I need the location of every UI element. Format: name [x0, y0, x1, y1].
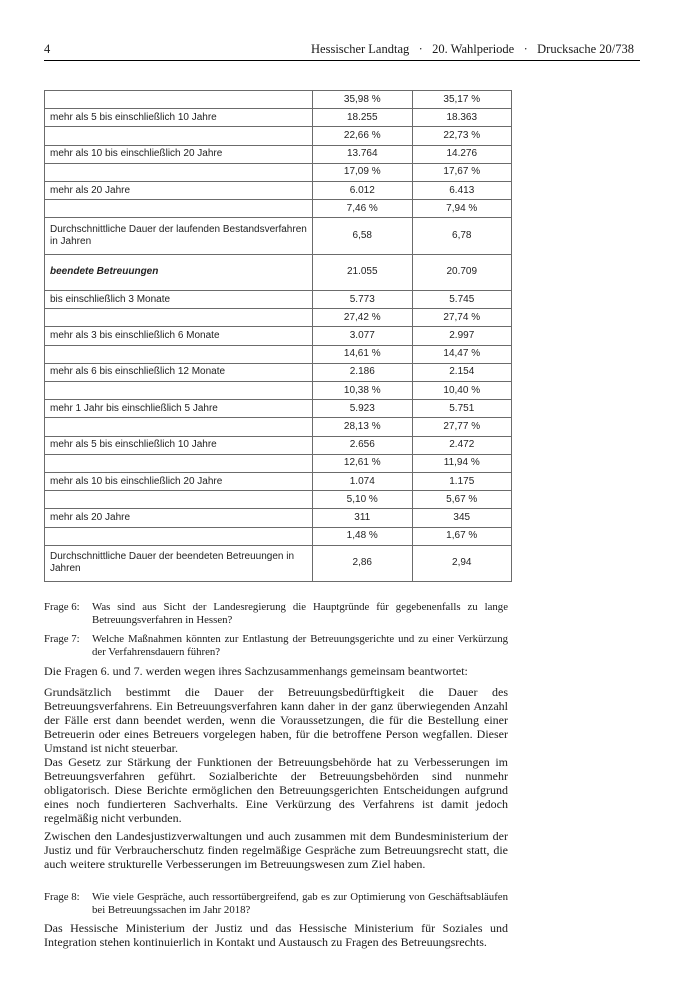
answer-paragraph: Das Gesetz zur Stärkung der Funktionen der Betreuungsbehörde hat zu Verbesserungen im Betreuungsverfahren geführt. Sozialberichte der Betreuungsbehörden sind nunmehr obligatorisch. Diese Berichte ermöglichen den Betreuungsgerichten Entscheidungen aufgrund eines noch fundierteren Sachverhalts. Eine Verkürzung des Verfahrens ist damit jedoch regelmäßig nicht verbunden.	[44, 755, 508, 825]
row-label: Durchschnittliche Dauer der laufenden Bestandsverfahren in Jahren	[45, 218, 313, 254]
row-label	[45, 382, 313, 400]
value-cell-1: 17,09 %	[313, 163, 413, 181]
row-label: mehr als 10 bis einschließlich 20 Jahre	[45, 472, 313, 490]
row-label: mehr als 10 bis einschließlich 20 Jahre	[45, 145, 313, 163]
table-row	[45, 200, 512, 218]
value-cell-2: 22,73 %	[412, 127, 512, 145]
question-text: Was sind aus Sicht der Landesregierung die Hauptgründe für gegebenenfalls zu lange Betreuungsverfahren in Hessen?	[92, 601, 508, 626]
value-cell-2: 2.997	[412, 327, 512, 345]
row-label: mehr als 5 bis einschließlich 10 Jahre	[45, 109, 313, 127]
row-label	[45, 309, 313, 327]
value-cell-1: 311	[313, 509, 413, 527]
value-cell-1: 10,38 %	[313, 382, 413, 400]
row-label: mehr 1 Jahr bis einschließlich 5 Jahre	[45, 400, 313, 418]
row-label	[45, 163, 313, 181]
row-label: mehr als 20 Jahre	[45, 509, 313, 527]
value-cell-1: 13.764	[313, 145, 413, 163]
value-cell-1: 27,42 %	[313, 309, 413, 327]
table-row	[45, 163, 512, 181]
value-cell-2: 27,74 %	[412, 309, 512, 327]
question-label: Frage 7:	[44, 633, 80, 645]
value-cell-1: 35,98 %	[313, 91, 413, 109]
table-row	[45, 291, 512, 309]
value-cell-1: 18.255	[313, 109, 413, 127]
table-row	[45, 363, 512, 381]
row-label	[45, 491, 313, 509]
page-header	[44, 40, 640, 61]
value-cell-2: 14.276	[412, 145, 512, 163]
value-cell-2: 7,94 %	[412, 200, 512, 218]
value-cell-1: 5.923	[313, 400, 413, 418]
value-cell-2: 2.154	[412, 363, 512, 381]
table-row	[45, 400, 512, 418]
row-label	[45, 200, 313, 218]
table-row	[45, 109, 512, 127]
value-cell-2: 6,78	[412, 218, 512, 254]
answer-paragraph: Zwischen den Landesjustizverwaltungen und auch zusammen mit dem Bundesministerium der Justiz und für Verbraucherschutz finden regelmäßige Gespräche zum Betreuungsrecht statt, die auch weitere strukturelle Verbesserungen im Betreuungswesen zum Ziel haben.	[44, 829, 508, 871]
value-cell-1: 1,48 %	[313, 527, 413, 545]
page-number: 4	[44, 42, 51, 56]
row-label	[45, 345, 313, 363]
value-cell-2: 1.175	[412, 472, 512, 490]
question-8	[44, 891, 508, 916]
value-cell-2: 20.709	[412, 254, 512, 290]
value-cell-2: 14,47 %	[412, 345, 512, 363]
question-label: Frage 8:	[44, 891, 80, 903]
answer-paragraph: Grundsätzlich bestimmt die Dauer der Betreuungsbedürftigkeit die Dauer des Betreuungsverfahrens. Ein Betreuungsverfahren kann daher in der ganz überwiegenden Anzahl der Fälle erst dann beendet werden, wenn die Voraussetzungen, die für die Bestellung einer Betreuerin oder eines Betreuers vorgelegen haben, für die betroffene Person wegfallen. Dieser Umstand ist nicht steuerbar.	[44, 685, 508, 755]
value-cell-1: 22,66 %	[313, 127, 413, 145]
question-7	[44, 633, 508, 658]
question-label: Frage 6:	[44, 601, 80, 613]
row-label: mehr als 6 bis einschließlich 12 Monate	[45, 363, 313, 381]
section-label: beendete Betreuungen	[45, 254, 313, 290]
table-row	[45, 491, 512, 509]
row-label	[45, 127, 313, 145]
value-cell-1: 2.656	[313, 436, 413, 454]
value-cell-2: 5.751	[412, 400, 512, 418]
row-label: mehr als 20 Jahre	[45, 181, 313, 199]
value-cell-2: 5.745	[412, 291, 512, 309]
question-text: Wie viele Gespräche, auch ressortübergreifend, gab es zur Optimierung von Geschäftsabläufen bei Betreuungssachen im Jahr 2018?	[92, 891, 508, 916]
value-cell-1: 12,61 %	[313, 454, 413, 472]
value-cell-2: 35,17 %	[412, 91, 512, 109]
value-cell-1: 3.077	[313, 327, 413, 345]
running-title: Hessischer Landtag · 20. Wahlperiode · Drucksache 20/738	[311, 42, 634, 56]
table-row	[45, 218, 512, 254]
table-section-row	[45, 254, 512, 290]
row-label: bis einschließlich 3 Monate	[45, 291, 313, 309]
table-row	[45, 91, 512, 109]
value-cell-1: 6,58	[313, 218, 413, 254]
table-row	[45, 309, 512, 327]
row-label	[45, 418, 313, 436]
table-row	[45, 345, 512, 363]
table-row	[45, 509, 512, 527]
row-label	[45, 91, 313, 109]
table-row	[45, 382, 512, 400]
value-cell-1: 6.012	[313, 181, 413, 199]
table-row	[45, 181, 512, 199]
value-cell-2: 1,67 %	[412, 527, 512, 545]
value-cell-1: 1.074	[313, 472, 413, 490]
table-row	[45, 527, 512, 545]
value-cell-2: 18.363	[412, 109, 512, 127]
table-row	[45, 418, 512, 436]
table-row	[45, 127, 512, 145]
row-label: mehr als 3 bis einschließlich 6 Monate	[45, 327, 313, 345]
row-label: mehr als 5 bis einschließlich 10 Jahre	[45, 436, 313, 454]
value-cell-1: 5.773	[313, 291, 413, 309]
statistics-table	[44, 90, 512, 582]
value-cell-2: 345	[412, 509, 512, 527]
row-label	[45, 454, 313, 472]
answer-paragraph: Das Hessische Ministerium der Justiz und das Hessische Ministerium für Soziales und Integration stehen kontinuierlich in Kontakt und Austausch zu Fragen des Betreuungsrechts.	[44, 921, 508, 949]
row-label: Durchschnittliche Dauer der beendeten Betreuungen in Jahren	[45, 545, 313, 581]
value-cell-1: 5,10 %	[313, 491, 413, 509]
value-cell-2: 6.413	[412, 181, 512, 199]
value-cell-1: 2,86	[313, 545, 413, 581]
value-cell-1: 7,46 %	[313, 200, 413, 218]
value-cell-1: 21.055	[313, 254, 413, 290]
value-cell-2: 27,77 %	[412, 418, 512, 436]
question-6	[44, 601, 508, 626]
value-cell-2: 2,94	[412, 545, 512, 581]
table-row	[45, 472, 512, 490]
value-cell-2: 10,40 %	[412, 382, 512, 400]
value-cell-1: 28,13 %	[313, 418, 413, 436]
row-label	[45, 527, 313, 545]
answer-intro: Die Fragen 6. und 7. werden wegen ihres Sachzusammenhangs gemeinsam beantwortet:	[44, 664, 468, 678]
value-cell-1: 2.186	[313, 363, 413, 381]
table-row	[45, 327, 512, 345]
table-row	[45, 545, 512, 581]
table-row	[45, 436, 512, 454]
table-row	[45, 145, 512, 163]
table-row	[45, 454, 512, 472]
value-cell-1: 14,61 %	[313, 345, 413, 363]
value-cell-2: 17,67 %	[412, 163, 512, 181]
value-cell-2: 5,67 %	[412, 491, 512, 509]
question-text: Welche Maßnahmen könnten zur Entlastung der Betreuungsgerichte und zu einer Verkürzung der Verfahrensdauern führen?	[92, 633, 508, 658]
value-cell-2: 11,94 %	[412, 454, 512, 472]
value-cell-2: 2.472	[412, 436, 512, 454]
